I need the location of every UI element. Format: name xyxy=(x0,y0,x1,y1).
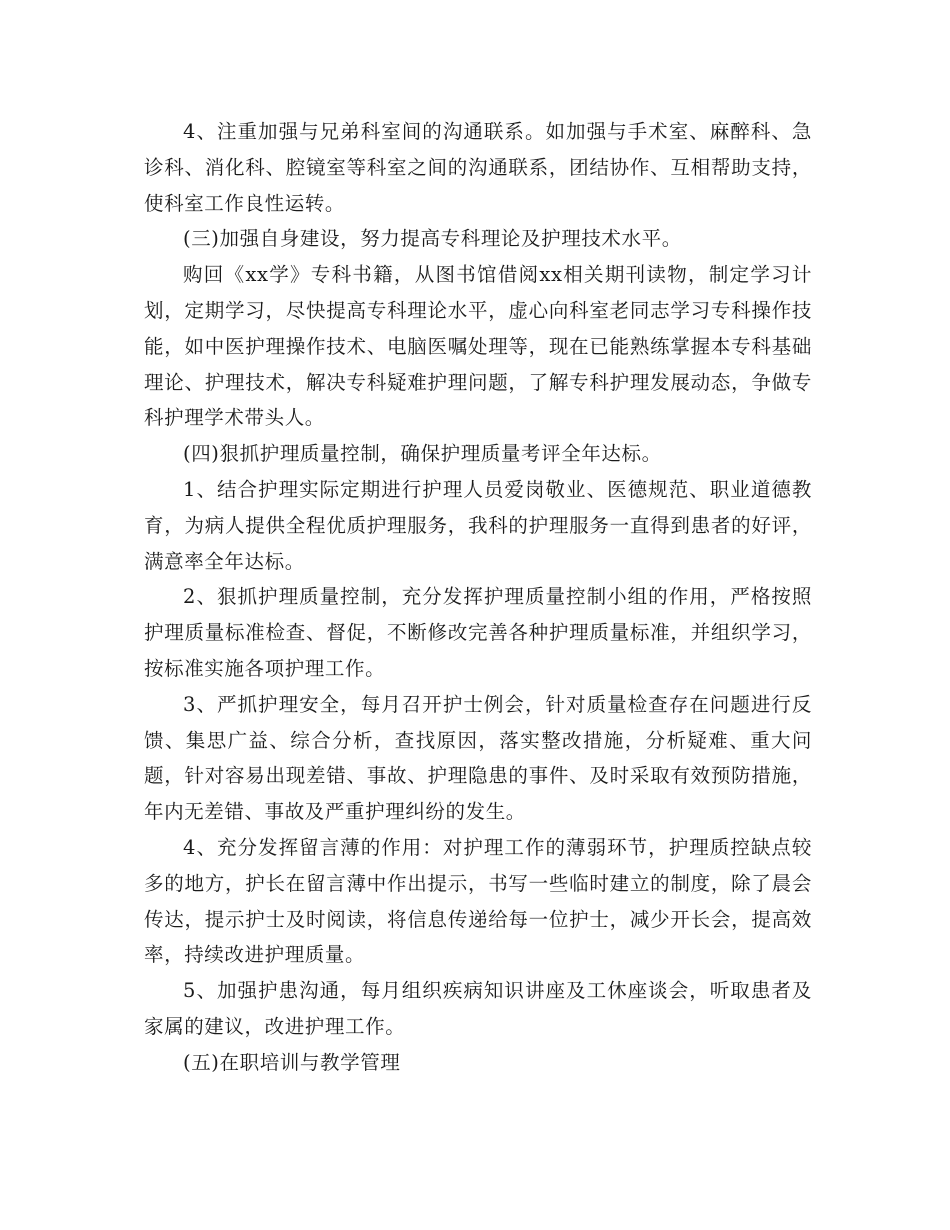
paragraph-safety: 3、严抓护理安全，每月召开护士例会，针对质量检查存在问题进行反馈、集思广益、综合分析，查找原因，落实整改措施，分析疑难、重大问题，针对容易出现差错、事故、护理隐患的事件、及时采取有效预防措施，年内无差错、事故及严重护理纠纷的发生。 xyxy=(144,692,812,824)
paragraph-quality-group: 2、狠抓护理质量控制，充分发挥护理质量控制小组的作用，严格按照护理质量标准检查、督促，不断修改完善各种护理质量标准，并组织学习，按标准实施各项护理工作。 xyxy=(144,585,812,680)
paragraph-message-book: 4、充分发挥留言薄的作用：对护理工作的薄弱环节，护理质控缺点较多的地方，护长在留言薄中作出提示，书写一些临时建立的制度，除了晨会传达，提示护士及时阅读，将信息传递给每一位护士，减少开长会，提高效率，持续改进护理质量。 xyxy=(144,835,812,967)
section-heading-quality-control: (四)狠抓护理质量控制，确保护理质量考评全年达标。 xyxy=(183,442,662,466)
paragraph-communication: 4、注重加强与兄弟科室间的沟通联系。如加强与手术室、麻醉科、急诊科、消化科、腔镜室等科室之间的沟通联系，团结协作、互相帮助支持，使科室工作良性运转。 xyxy=(144,120,812,215)
paragraph-study-plan: 购回《xx学》专科书籍，从图书馆借阅xx相关期刊读物，制定学习计划，定期学习，尽快提高专科理论水平，虚心向科室老同志学习专科操作技能，如中医护理操作技术、电脑医嘱处理等，现在已能熟练掌握本专科基础理论、护理技术，解决专科疑难护理问题，了解专科护理发展动态，争做专科护理学术带头人。 xyxy=(144,263,812,430)
paragraph-ethics-education: 1、结合护理实际定期进行护理人员爱岗敬业、医德规范、职业道德教育，为病人提供全程优质护理服务，我科的护理服务一直得到患者的好评，满意率全年达标。 xyxy=(144,477,812,573)
paragraph-patient-communication: 5、加强护患沟通，每月组织疾病知识讲座及工休座谈会，听取患者及家属的建议，改进护理工作。 xyxy=(144,979,812,1038)
section-heading-training: (五)在职培训与教学管理 xyxy=(183,1050,401,1074)
document-body xyxy=(144,114,812,1081)
section-heading-self-improvement: (三)加强自身建设，努力提高专科理论及护理技术水平。 xyxy=(183,227,682,251)
